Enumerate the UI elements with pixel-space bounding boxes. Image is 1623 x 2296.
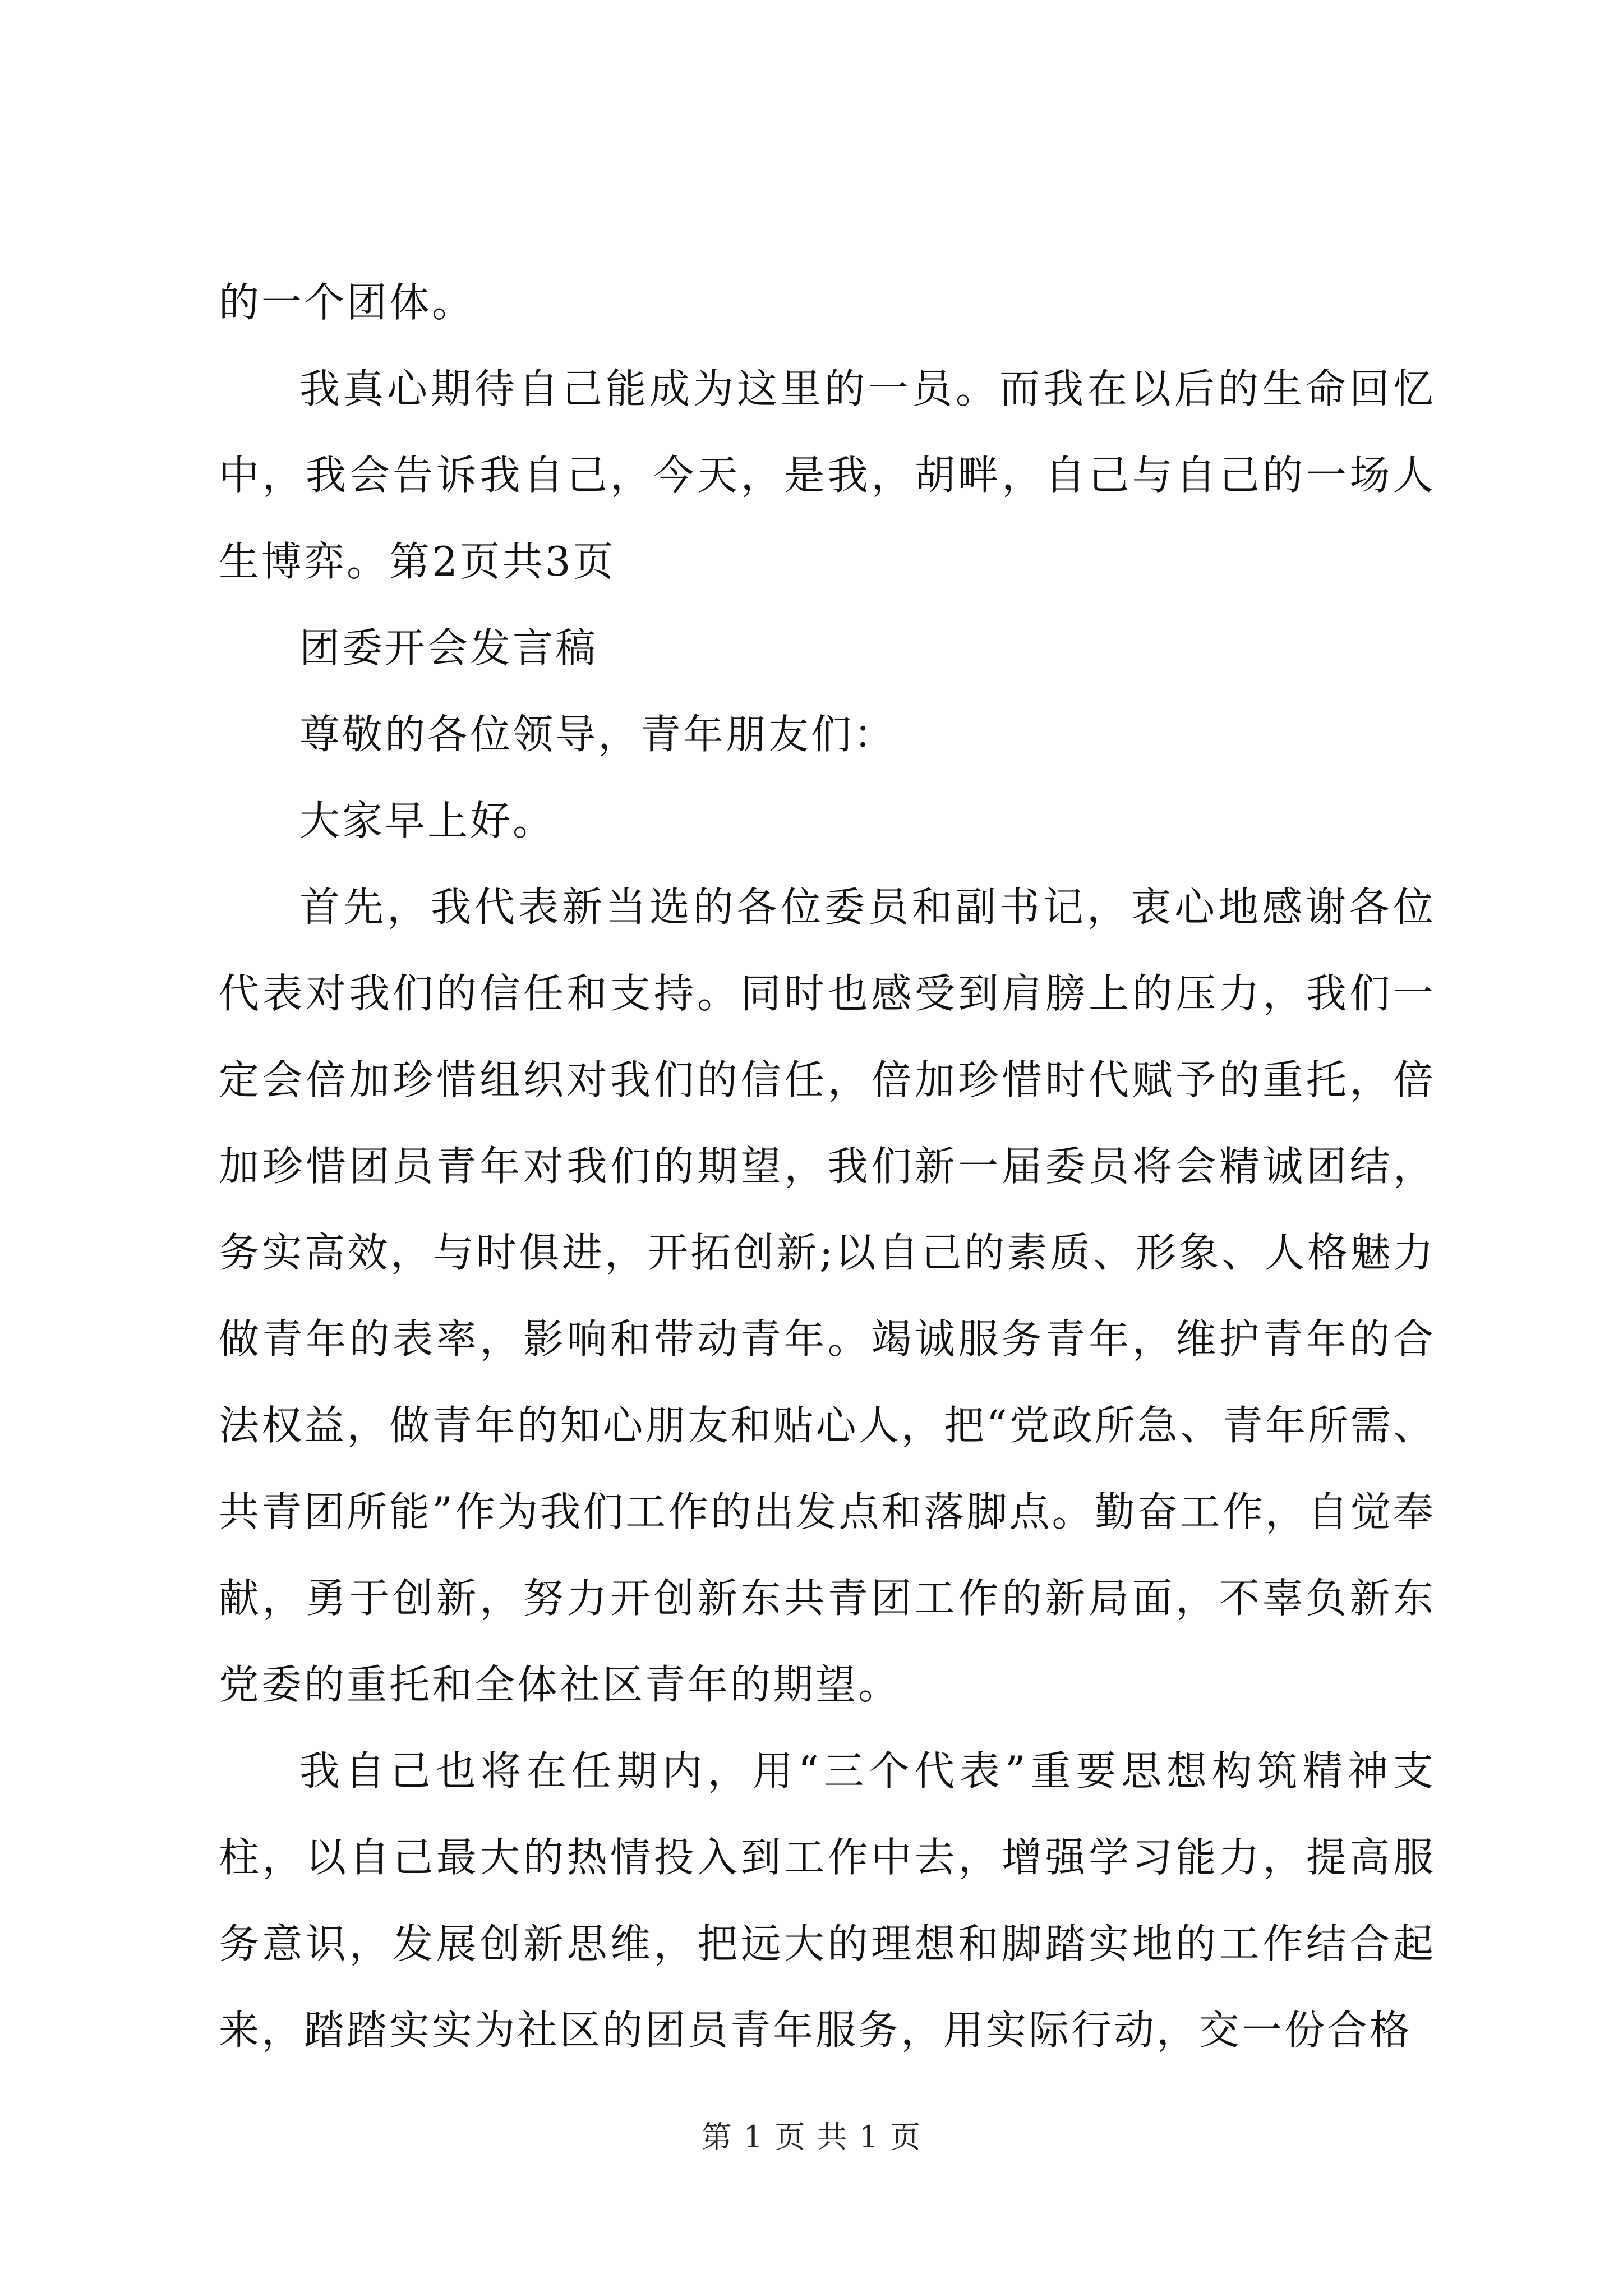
paragraph-continuation: 的一个团体。 [219,279,475,326]
paragraph: 我自己也将在任期内，用“三个代表”重要思想构筑精神支柱，以自己最大的热情投入到工作中去，增强学习能力，提高服务意识，发展创新思维，把远大的理想和脚踏实地的工作结合起来，踏踏实实为社区的团员青年服务，用实际行动，交一份合格 [219,1747,1436,2054]
page-footer: 第 1 页 共 1 页 [701,2119,922,2155]
salutation: 尊敬的各位领导，青年朋友们： [299,711,897,758]
document-body [219,259,1436,2073]
paragraph: 我真心期待自己能成为这里的一员。而我在以后的生命回忆中，我会告诉我自己，今天，是我，胡畔，自己与自己的一场人生博弈。第2页共3页 [219,365,1436,585]
section-title: 团委开会发言稿 [299,624,598,671]
paragraph: 首先，我代表新当选的各位委员和副书记，衷心地感谢各位代表对我们的信任和支持。同时也感受到肩膀上的压力，我们一定会倍加珍惜组织对我们的信任，倍加珍惜时代赋予的重托，倍加珍惜团员青年对我们的期望，我们新一届委员将会精诚团结，务实高效，与时俱进，开拓创新;以自己的素质、形象、人格魅力做青年的表率，影响和带动青年。竭诚服务青年，维护青年的合法权益，做青年的知心朋友和贴心人，把“党政所急、青年所需、共青团所能”作为我们工作的出发点和落脚点。勤奋工作，自觉奉献，勇于创新，努力开创新东共青团工作的新局面，不辜负新东党委的重托和全体社区青年的期望。 [219,884,1436,1708]
greeting: 大家早上好。 [299,797,556,844]
